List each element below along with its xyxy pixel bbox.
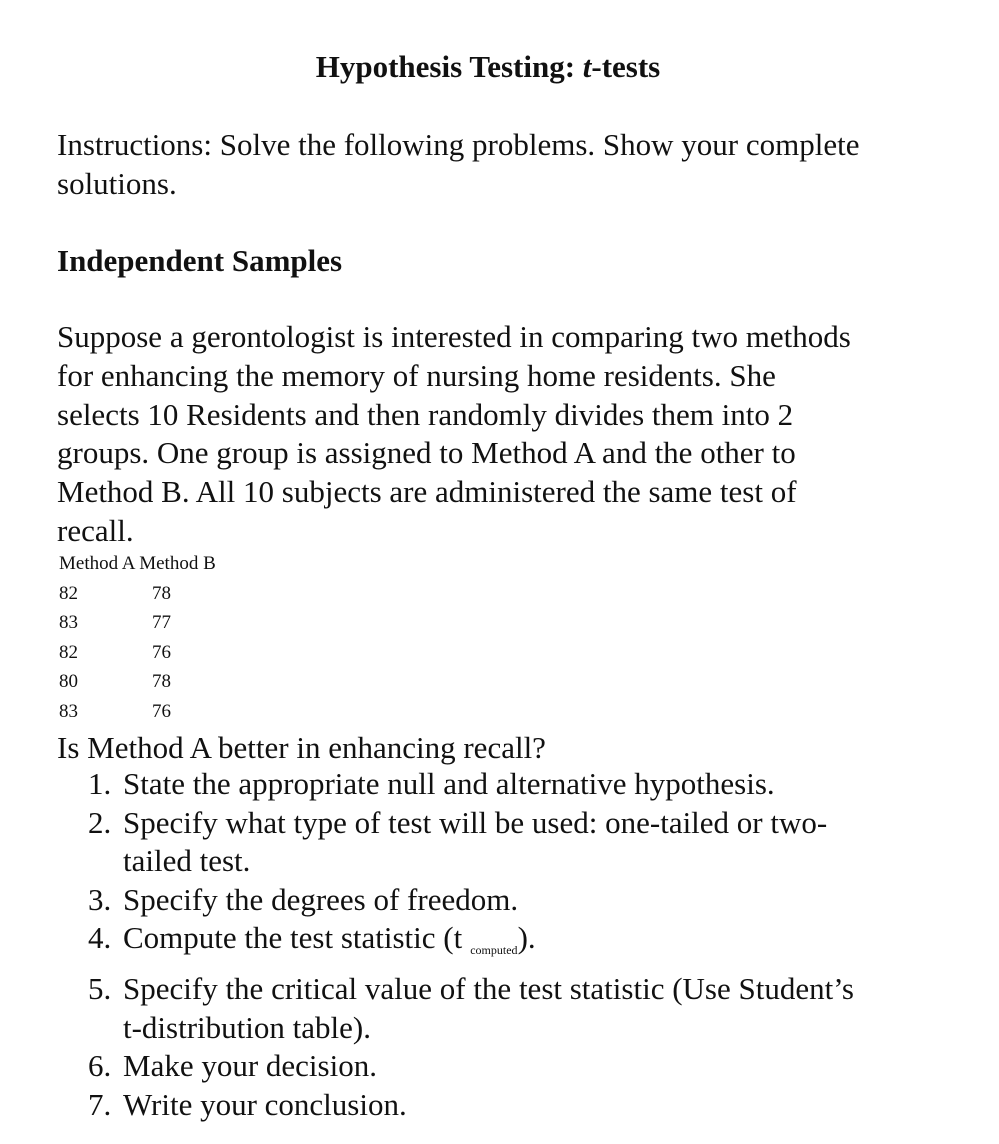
instructions-line-2: solutions. <box>57 166 177 201</box>
step-number: 4. <box>88 920 112 956</box>
step-number: 5. <box>88 970 112 1006</box>
step-6 <box>88 1047 948 1086</box>
table-row <box>59 694 216 723</box>
computed-subscript: computed <box>470 943 518 958</box>
page-title <box>0 47 976 87</box>
data-table <box>59 552 216 723</box>
step-number: 3. <box>88 881 112 917</box>
title-suffix: -tests <box>591 49 661 84</box>
step-text: Compute the test statistic (t <box>123 920 463 956</box>
method-a-value: 80 <box>59 671 78 693</box>
step-number: 1. <box>88 766 112 801</box>
method-a-value: 82 <box>59 583 78 604</box>
table-header: Method A Method B <box>59 553 216 574</box>
method-a-value: 83 <box>59 612 78 634</box>
question: Is Method A better in enhancing recall? <box>57 730 546 765</box>
step-text: Write your conclusion. <box>123 1086 407 1122</box>
method-b-value: 77 <box>152 612 171 634</box>
table-row <box>59 664 216 693</box>
table-row <box>59 576 216 605</box>
step-5-continuation: t-distribution table). <box>123 1009 371 1045</box>
method-b-value: 76 <box>152 700 171 722</box>
problem-line: selects 10 Residents and then randomly divides them into 2 <box>57 396 794 432</box>
title-italic-t: t <box>582 49 592 84</box>
instructions <box>57 125 957 203</box>
problem-line: Suppose a gerontologist is interested in comparing two methods <box>57 319 851 354</box>
problem-line: Method B. All 10 subjects are administered the same test of <box>57 474 797 510</box>
step-number: 2. <box>88 804 112 840</box>
method-a-value: 83 <box>59 700 78 722</box>
step-text: Specify the critical value of the test statistic (Use Student’s <box>123 970 854 1006</box>
step-text: State the appropriate null and alternative hypothesis. <box>123 766 775 801</box>
method-b-value: 76 <box>152 641 171 663</box>
step-4 <box>88 919 948 970</box>
title-prefix: Hypothesis Testing: <box>315 49 583 84</box>
problem-line: recall. <box>57 512 134 548</box>
method-b-value: 78 <box>152 671 171 693</box>
steps-list <box>88 765 948 1124</box>
problem-line: for enhancing the memory of nursing home residents. She <box>57 357 776 393</box>
step-text: Specify what type of test will be used: one-tailed or two- <box>123 804 828 840</box>
step-5 <box>88 970 948 1009</box>
step-number: 7. <box>88 1086 112 1122</box>
step-text: Make your decision. <box>123 1048 377 1084</box>
instructions-line-1: Instructions: Solve the following problems. Show your complete <box>57 127 860 162</box>
step-1 <box>88 765 948 804</box>
step-3 <box>88 881 948 920</box>
table-row <box>59 635 216 664</box>
table-row <box>59 605 216 634</box>
section-heading: Independent Samples <box>57 243 343 278</box>
step-2-continuation: tailed test. <box>123 843 251 879</box>
step-number: 6. <box>88 1048 112 1084</box>
step-7 <box>88 1086 948 1125</box>
method-a-value: 82 <box>59 641 78 663</box>
method-b-value: 78 <box>152 583 171 604</box>
step-2 <box>88 804 948 843</box>
problem-line: groups. One group is assigned to Method A and the other to <box>57 435 796 471</box>
step-text-close: ). <box>517 920 536 956</box>
step-text: Specify the degrees of freedom. <box>123 881 519 917</box>
problem-statement <box>57 318 957 551</box>
